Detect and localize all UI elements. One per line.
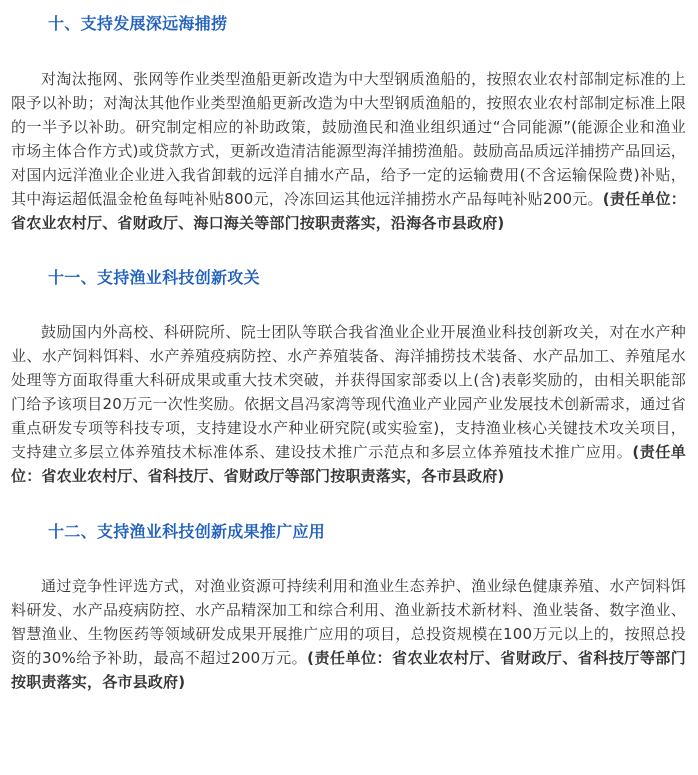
section-paragraph [11,67,686,235]
responsibility-note: (责任单位：省农业农村厅、省科技厅、省财政厅等部门按职责落实，各市县政府) [11,443,686,485]
section-heading: 十一、支持渔业科技创新攻关 [48,268,260,287]
responsibility-note: (责任单位：省农业农村厅、省财政厅、海口海关等部门按职责落实，沿海各市县政府) [11,190,686,232]
section-paragraph [11,320,686,488]
section-body-text: 鼓励国内外高校、科研院所、院士团队等联合我省渔业企业开展渔业科技创新攻关，对在水产种业、水产饲料饵料、水产养殖疫病防控、水产养殖装备、海洋捕捞技术装备、水产品加工、养殖尾水处理等方面取得重大科研成果或重大技术突破，并获得国家部委以上(含)表彰奖励的，由相关职能部门给予该项目20万元一次性奖励。依据文昌冯家湾等现代渔业产业园产业发展技术创新需求，通过省重点研发专项等科技专项，支持建设水产种业研究院(或实验室)，支持渔业核心关键技术攻关项目，支持建立多层立体养殖技术标准体系、建设技术推广示范点和多层立体养殖技术推广应用。 [11,323,686,461]
policy-section-11 [11,266,686,488]
section-paragraph [11,574,686,694]
section-body-text: 对淘汰拖网、张网等作业类型渔船更新改造为中大型钢质渔船的，按照农业农村部制定标准的上限予以补助；对淘汰其他作业类型渔船更新改造为中大型钢质渔船的，按照农业农村部制定标准上限的一半予以补助。研究制定相应的补助政策，鼓励渔民和渔业组织通过“合同能源”(能源企业和渔业市场主体合作方式)或贷款方式，更新改造清洁能源型海洋捕捞渔船。鼓励高品质远洋捕捞产品回运，对国内远洋渔业企业进入我省卸载的远洋自捕水产品，给予一定的运输费用(不含运输保险费)补贴，其中海运超低温金枪鱼每吨补贴800元，冷冻回运其他远洋捕捞水产品每吨补贴200元。 [11,70,686,208]
section-heading: 十、支持发展深远海捕捞 [48,14,228,33]
section-body-text: 通过竞争性评选方式，对渔业资源可持续利用和渔业生态养护、渔业绿色健康养殖、水产饲料饵料研发、水产品疫病防控、水产品精深加工和综合利用、渔业新技术新材料、渔业装备、数字渔业、智慧渔业、生物医药等领域研发成果开展推广应用的项目，总投资规模在100万元以上的，按照总投资的30%给予补助，最高不超过200万元。 [11,577,686,667]
policy-section-12 [11,520,686,694]
section-heading: 十二、支持渔业科技创新成果推广应用 [48,522,326,541]
policy-section-10 [11,0,686,235]
responsibility-note: (责任单位：省农业农村厅、省财政厅、省科技厅等部门按职责落实，各市县政府) [11,649,687,691]
